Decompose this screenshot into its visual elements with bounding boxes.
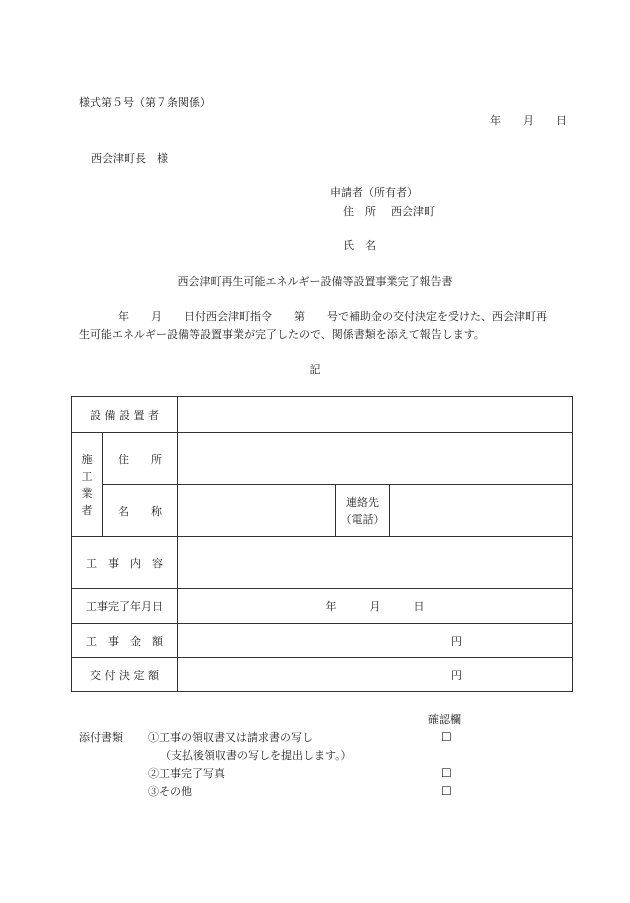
ki-heading: 記 [309, 363, 321, 376]
applicant-name-label: 氏 名 [343, 239, 376, 252]
completion-date-label: 工事完了年月日 [72, 589, 178, 624]
addressee: 西会津町長 様 [91, 152, 168, 165]
checkbox-icon[interactable]: ☐ [441, 730, 452, 744]
attachments-label: 添付書類 [79, 731, 123, 744]
report-table [71, 396, 573, 692]
completion-date-value: 年 月 日 [178, 589, 573, 624]
row-grant [72, 658, 573, 692]
attachment-item: ①工事の領収書又は請求書の写し [148, 731, 313, 744]
attachment-item-note: （支払後領収書の写しを提出します。） [160, 749, 352, 762]
applicant-title: 申請者（所有者） [330, 186, 418, 199]
checkbox-icon[interactable]: ☐ [441, 766, 452, 780]
contractor-name-label: 名 称 [103, 485, 178, 537]
contractor-name-value [178, 485, 336, 537]
confirm-header: 確認欄 [428, 713, 461, 726]
row-cost [72, 624, 573, 658]
grant-label: 交 付 決 定 額 [72, 658, 178, 692]
contact-label-line1: 連絡先 [346, 495, 379, 509]
contact-value [390, 485, 573, 537]
row-contractor-address [72, 433, 573, 485]
contractor-label: 施工業者 [72, 433, 103, 537]
body-line-2: 生可能エネルギー設備等設置事業が完了したので、関係書類を添えて報告します。 [79, 328, 485, 341]
contact-label [336, 485, 390, 537]
row-completion-date [72, 589, 573, 624]
installer-label: 設 備 設 置 者 [72, 397, 178, 433]
applicant-address-label: 住 所 [343, 205, 376, 218]
contact-label-line2: （電話） [340, 512, 385, 526]
grant-value: 円 [178, 658, 573, 692]
row-work-content [72, 537, 573, 589]
row-contractor-name [72, 485, 573, 537]
document-title: 西会津町再生可能エネルギー設備等設置事業完了報告書 [177, 275, 453, 288]
row-installer [72, 397, 573, 433]
work-content-label: 工 事 内 容 [72, 537, 178, 589]
work-content-value [178, 537, 573, 589]
applicant-address-value: 西会津町 [391, 205, 435, 218]
contractor-address-label: 住 所 [103, 433, 178, 485]
attachment-item: ③その他 [148, 785, 192, 798]
attachment-item: ②工事完了写真 [148, 767, 225, 780]
cost-value: 円 [178, 624, 573, 658]
body-line-1: 年 月 日付西会津町指令 第 号で補助金の交付決定を受けた、西会津町再 [118, 310, 547, 323]
installer-value [178, 397, 573, 433]
cost-label: 工 事 金 額 [72, 624, 178, 658]
checkbox-icon[interactable]: ☐ [441, 784, 452, 798]
form-number: 様式第５号（第７条関係） [79, 96, 211, 109]
report-date: 年 月 日 [490, 114, 567, 127]
contractor-address-value [178, 433, 573, 485]
